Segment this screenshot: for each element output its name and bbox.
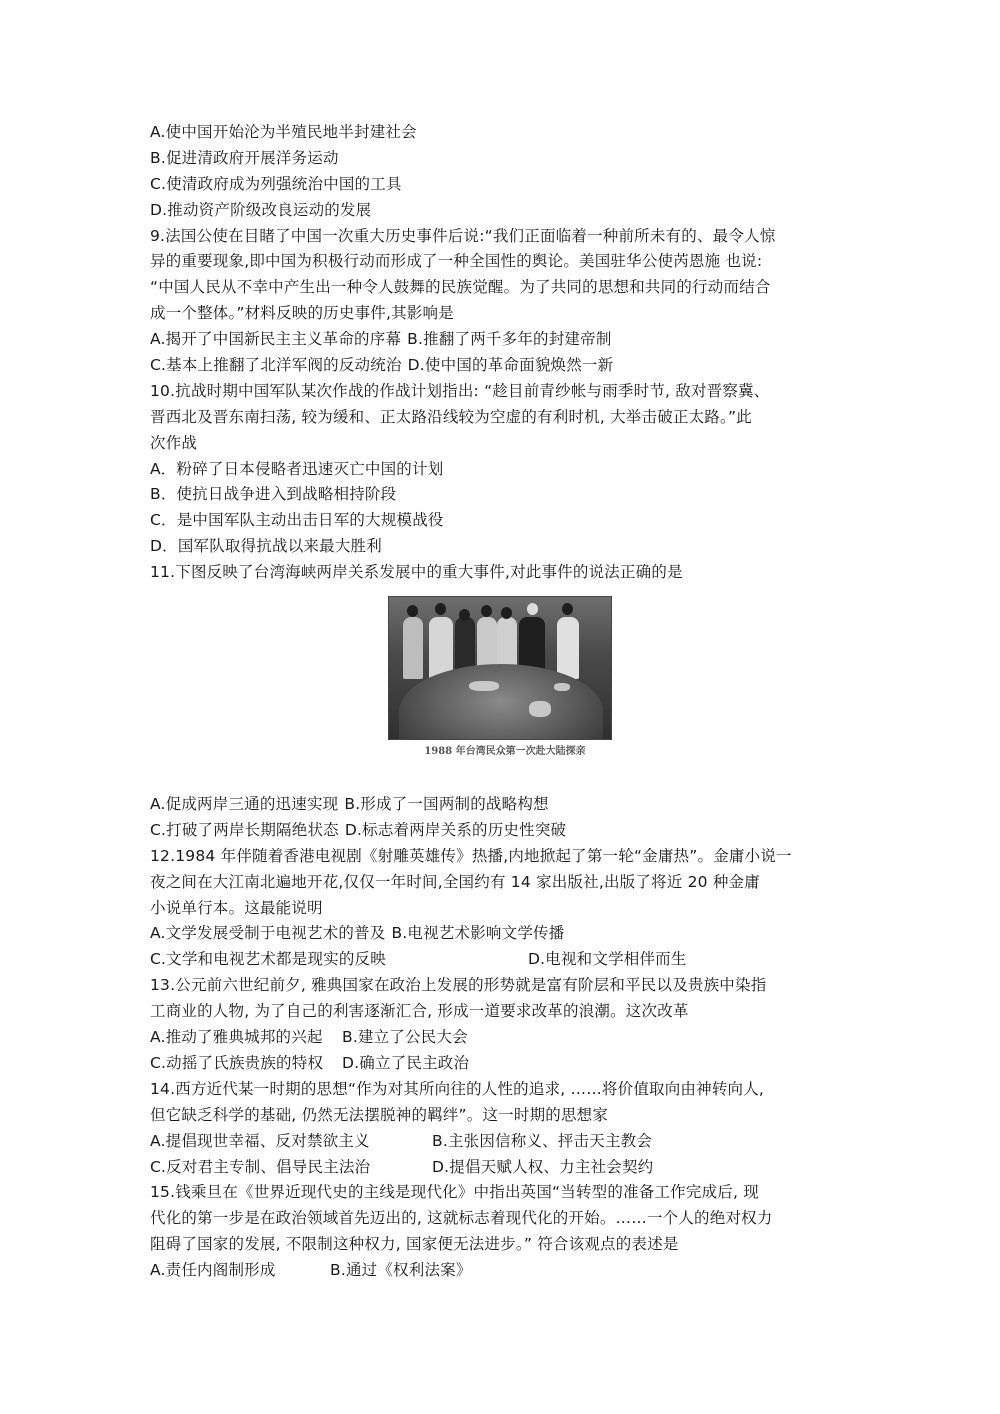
q14-stem-line: 14.西方近代某一时期的思想“作为对其所向往的人性的追求, ……将价值取向由神转向人, bbox=[150, 1079, 765, 1098]
q15-stem-line: 15.钱乘旦在《世界近现代史的主线是现代化》中指出英国“当转型的准备工作完成后, 现 bbox=[150, 1183, 759, 1202]
q11-figure bbox=[150, 592, 852, 792]
q12-option-a: A.文学发展受制于电视艺术的普及 bbox=[150, 924, 386, 943]
q13-option-c: C.动摇了氏族贵族的特权 bbox=[150, 1053, 324, 1072]
q15-stem-line: 阻碍了国家的发展, 不限制这种权力, 国家便无法进步。” 符合该观点的表述是 bbox=[150, 1235, 679, 1254]
q14-option-d: D.提倡天赋人权、力主社会契约 bbox=[432, 1157, 654, 1176]
q9-option-c: C.基本上推翻了北洋军阀的反动统治 bbox=[150, 356, 402, 375]
q9-options-row-1 bbox=[150, 327, 852, 353]
q10-stem-line: 次作战 bbox=[150, 433, 198, 452]
q12-option-c: C.文学和电视艺术都是现实的反映 bbox=[150, 950, 386, 969]
q9-stem-line: 异的重要现象,即中国为积极行动而形成了一种全国性的舆论。美国驻华公使芮恩施 也说: bbox=[150, 252, 763, 271]
question-15 bbox=[150, 1180, 852, 1284]
q12-option-b: B.电视艺术影响文学传播 bbox=[391, 924, 565, 943]
q11-stem: 11.下图反映了台湾海峡两岸关系发展中的重大事件,对此事件的说法正确的是 bbox=[150, 563, 683, 582]
q10-stem-line: 晋西北及晋东南扫荡, 较为缓和、正太路沿线较为空虚的有利时机, 大举击破正太路。”此 bbox=[150, 407, 752, 426]
q13-option-d: D.确立了民主政治 bbox=[342, 1053, 470, 1072]
q9-option-d: D.使中国的革命面貌焕然一新 bbox=[407, 356, 614, 375]
q11-options-row-1 bbox=[150, 792, 852, 818]
q10-option-c: C．是中国军队主动出击日军的大规模战役 bbox=[150, 511, 444, 530]
q13-option-b: B.建立了公民大会 bbox=[342, 1028, 468, 1047]
q8-options bbox=[150, 120, 852, 224]
q12-stem-line: 12.1984 年伴随着香港电视剧《射雕英雄传》热播,内地掀起了第一轮“金庸热”。金庸小说一 bbox=[150, 846, 792, 865]
q9-stem-line: 9.法国公使在目睹了中国一次重大历史事件后说:“我们正面临着一种前所未有的、最令人惊 bbox=[150, 226, 776, 245]
q11-option-b: B.形成了一国两制的战略构想 bbox=[344, 795, 549, 814]
question-12 bbox=[150, 844, 852, 973]
q9-options-row-2 bbox=[150, 353, 852, 379]
q13-stem-line: 13.公元前六世纪前夕, 雅典国家在政治上发展的形势就是富有阶层和平民以及贵族中染指 bbox=[150, 976, 767, 995]
q11-options-row-2 bbox=[150, 818, 852, 844]
q11-option-a: A.促成两岸三通的迅速实现 bbox=[150, 795, 339, 814]
question-14 bbox=[150, 1077, 852, 1181]
q11-photo-family-visit bbox=[388, 596, 612, 740]
q14-options-row-1 bbox=[150, 1129, 852, 1155]
q14-stem-line: 但它缺乏科学的基础, 仍然无法摆脱神的羁绊”。这一时期的思想家 bbox=[150, 1105, 609, 1124]
q12-options-row-2 bbox=[150, 947, 852, 973]
q8-option-b: B.促进清政府开展洋务运动 bbox=[150, 148, 339, 167]
q8-option-a: A.使中国开始沦为半殖民地半封建社会 bbox=[150, 123, 417, 141]
q14-option-b: B.主张因信称义、抨击天主教会 bbox=[432, 1131, 653, 1150]
q9-stem-line: “中国人民从不幸中产生出一种令人鼓舞的民族觉醒。为了共同的思想和共同的行动而结合 bbox=[150, 278, 771, 297]
question-9 bbox=[150, 224, 852, 379]
q8-option-c: C.使清政府成为列强统治中国的工具 bbox=[150, 174, 402, 193]
q12-stem-line: 夜之间在大江南北遍地开花,仅仅一年时间,全国约有 14 家出版社,出版了将近 20 种金庸 bbox=[150, 872, 760, 891]
q15-stem-line: 代化的第一步是在政治领域首先迈出的, 这就标志着现代化的开始。……一个人的绝对权力 bbox=[150, 1209, 773, 1228]
q11-figure-caption: 1988 年台湾民众第一次赴大陆探亲 bbox=[424, 746, 586, 758]
question-11 bbox=[150, 560, 852, 844]
q10-option-d: D．国军队取得抗战以来最大胜利 bbox=[150, 537, 382, 556]
question-13 bbox=[150, 973, 852, 1077]
q15-options-row-1 bbox=[150, 1258, 852, 1284]
q10-stem-line: 10.抗战时期中国军队某次作战的作战计划指出: “趁目前青纱帐与雨季时节, 敌对晋察冀、 bbox=[150, 381, 770, 400]
q9-stem-line: 成一个整体。”材料反映的历史事件,其影响是 bbox=[150, 304, 454, 323]
q10-option-b: B．使抗日战争进入到战略相持阶段 bbox=[150, 485, 397, 504]
q12-options-row-1 bbox=[150, 921, 852, 947]
q10-option-a: A．粉碎了日本侵略者迅速灭亡中国的计划 bbox=[150, 459, 444, 478]
q11-option-c: C.打破了两岸长期隔绝状态 bbox=[150, 820, 339, 839]
exam-page bbox=[150, 120, 852, 1284]
q15-option-a: A.责任内阁制形成 bbox=[150, 1261, 276, 1280]
q13-stem-line: 工商业的人物, 为了自己的利害逐渐汇合, 形成一道要求改革的浪潮。这次改革 bbox=[150, 1002, 689, 1021]
q8-option-d: D.推动资产阶级改良运动的发展 bbox=[150, 200, 372, 219]
q9-option-a: A.揭开了中国新民主主义革命的序幕 bbox=[150, 330, 402, 349]
question-10 bbox=[150, 379, 852, 560]
q14-options-row-2 bbox=[150, 1155, 852, 1181]
q13-options-row-1 bbox=[150, 1025, 852, 1051]
q12-stem-line: 小说单行本。这最能说明 bbox=[150, 898, 323, 917]
q13-options-row-2 bbox=[150, 1051, 852, 1077]
q9-option-b: B.推翻了两千多年的封建帝制 bbox=[407, 330, 612, 349]
q13-option-a: A.推动了雅典城邦的兴起 bbox=[150, 1028, 323, 1047]
q12-option-d: D.电视和文学相伴而生 bbox=[528, 950, 687, 969]
q15-option-b: B.通过《权利法案》 bbox=[330, 1261, 472, 1280]
q14-option-a: A.提倡现世幸福、反对禁欲主义 bbox=[150, 1131, 370, 1150]
q11-option-d: D.标志着两岸关系的历史性突破 bbox=[344, 820, 567, 839]
q14-option-c: C.反对君主专制、倡导民主法治 bbox=[150, 1157, 371, 1176]
